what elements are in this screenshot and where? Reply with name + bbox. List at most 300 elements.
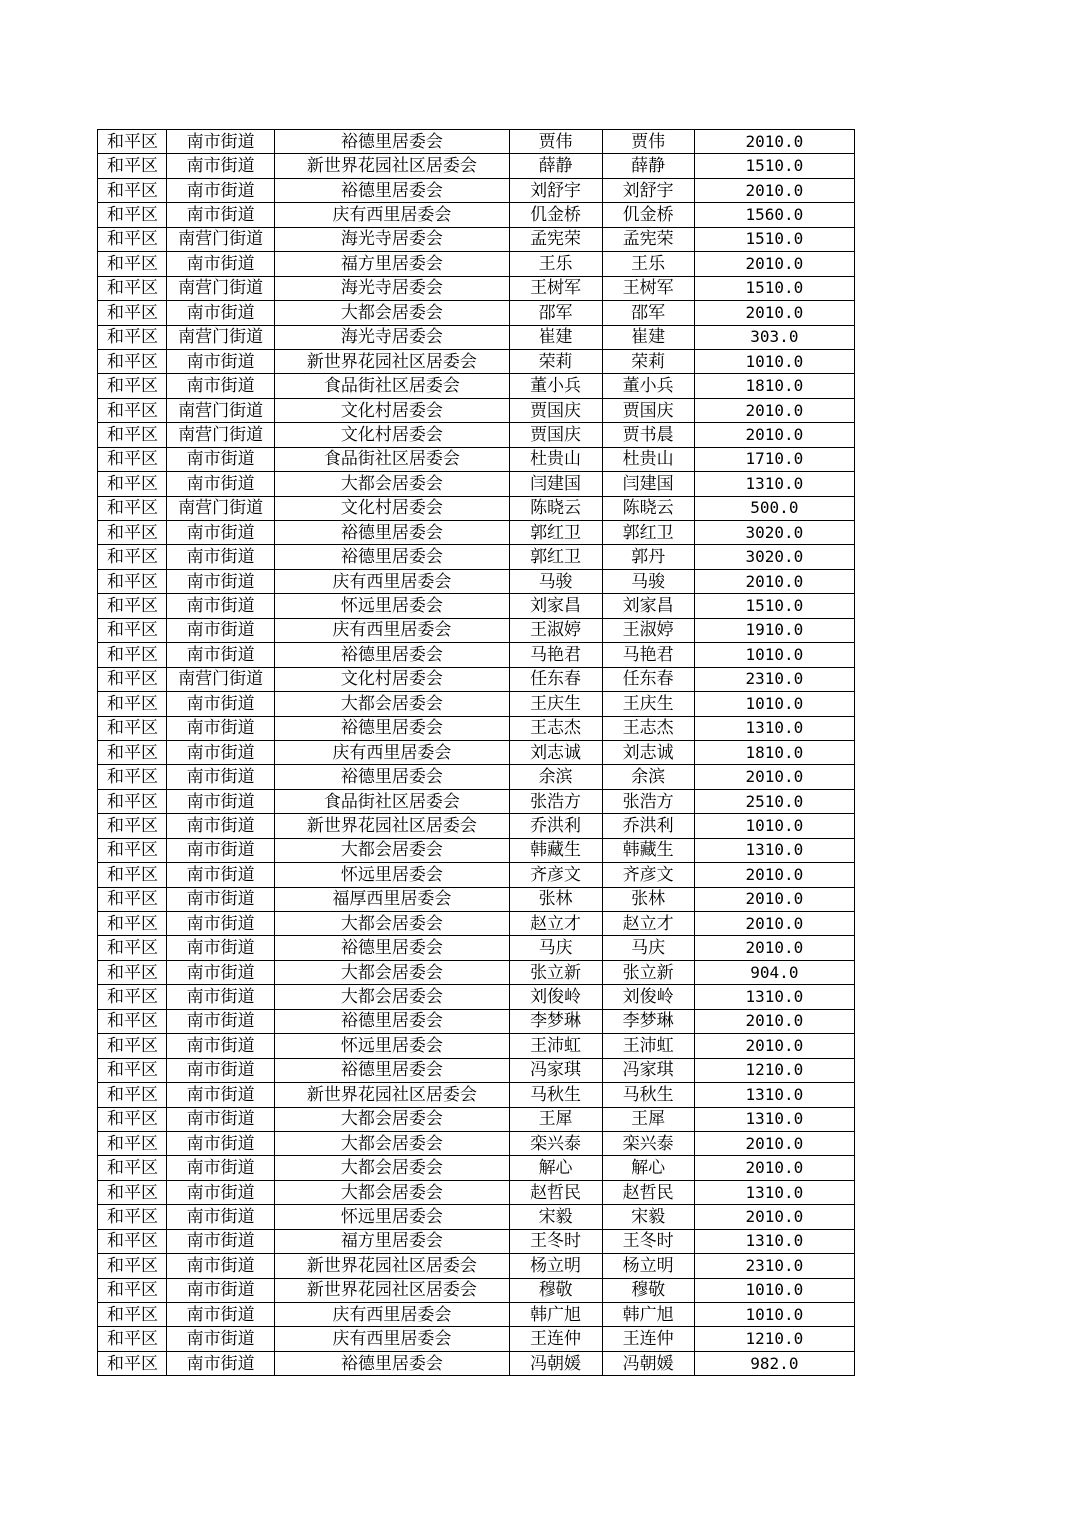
data-table xyxy=(97,129,855,1376)
amount-cell: 1210.0 xyxy=(694,1327,854,1351)
committee-cell: 庆有西里居委会 xyxy=(275,618,509,642)
table-row xyxy=(98,1058,855,1082)
committee-cell: 大都会居委会 xyxy=(275,1156,509,1180)
district-cell: 和平区 xyxy=(98,814,167,838)
street-cell: 南市街道 xyxy=(167,1083,275,1107)
street-cell: 南市街道 xyxy=(167,1303,275,1327)
district-cell: 和平区 xyxy=(98,545,167,569)
committee-cell: 食品街社区居委会 xyxy=(275,374,509,398)
committee-cell: 大都会居委会 xyxy=(275,912,509,936)
district-cell: 和平区 xyxy=(98,154,167,178)
table-row xyxy=(98,1205,855,1229)
street-cell: 南市街道 xyxy=(167,569,275,593)
street-cell: 南市街道 xyxy=(167,1034,275,1058)
member-cell: 郭红卫 xyxy=(602,521,694,545)
member-cell: 解心 xyxy=(602,1156,694,1180)
table-row xyxy=(98,130,855,154)
member-cell: 杨立明 xyxy=(602,1254,694,1278)
street-cell: 南市街道 xyxy=(167,594,275,618)
amount-cell: 3020.0 xyxy=(694,545,854,569)
district-cell: 和平区 xyxy=(98,130,167,154)
street-cell: 南市街道 xyxy=(167,1278,275,1302)
applicant-cell: 杜贵山 xyxy=(509,447,602,471)
member-cell: 仉金桥 xyxy=(602,203,694,227)
applicant-cell: 邵军 xyxy=(509,301,602,325)
member-cell: 赵哲民 xyxy=(602,1180,694,1204)
applicant-cell: 张立新 xyxy=(509,960,602,984)
table-row xyxy=(98,1107,855,1131)
street-cell: 南市街道 xyxy=(167,1254,275,1278)
member-cell: 栾兴泰 xyxy=(602,1131,694,1155)
applicant-cell: 郭红卫 xyxy=(509,545,602,569)
amount-cell: 2010.0 xyxy=(694,912,854,936)
district-cell: 和平区 xyxy=(98,1034,167,1058)
member-cell: 张林 xyxy=(602,887,694,911)
applicant-cell: 穆敬 xyxy=(509,1278,602,1302)
district-cell: 和平区 xyxy=(98,1131,167,1155)
member-cell: 冯朝媛 xyxy=(602,1351,694,1375)
member-cell: 马庆 xyxy=(602,936,694,960)
amount-cell: 2010.0 xyxy=(694,423,854,447)
street-cell: 南市街道 xyxy=(167,252,275,276)
table-row xyxy=(98,423,855,447)
committee-cell: 新世界花园社区居委会 xyxy=(275,1278,509,1302)
member-cell: 王庆生 xyxy=(602,692,694,716)
applicant-cell: 闫建国 xyxy=(509,472,602,496)
committee-cell: 裕德里居委会 xyxy=(275,1351,509,1375)
table-row xyxy=(98,1303,855,1327)
member-cell: 赵立才 xyxy=(602,912,694,936)
committee-cell: 庆有西里居委会 xyxy=(275,203,509,227)
district-cell: 和平区 xyxy=(98,936,167,960)
district-cell: 和平区 xyxy=(98,789,167,813)
member-cell: 崔建 xyxy=(602,325,694,349)
district-cell: 和平区 xyxy=(98,594,167,618)
applicant-cell: 宋毅 xyxy=(509,1205,602,1229)
district-cell: 和平区 xyxy=(98,643,167,667)
street-cell: 南市街道 xyxy=(167,1058,275,1082)
member-cell: 闫建国 xyxy=(602,472,694,496)
district-cell: 和平区 xyxy=(98,276,167,300)
district-cell: 和平区 xyxy=(98,496,167,520)
district-cell: 和平区 xyxy=(98,178,167,202)
applicant-cell: 贾国庆 xyxy=(509,423,602,447)
member-cell: 王犀 xyxy=(602,1107,694,1131)
table-row xyxy=(98,643,855,667)
committee-cell: 怀远里居委会 xyxy=(275,594,509,618)
applicant-cell: 韩藏生 xyxy=(509,838,602,862)
member-cell: 王连仲 xyxy=(602,1327,694,1351)
member-cell: 刘志诚 xyxy=(602,740,694,764)
table-row xyxy=(98,447,855,471)
street-cell: 南市街道 xyxy=(167,936,275,960)
member-cell: 王淑婷 xyxy=(602,618,694,642)
street-cell: 南市街道 xyxy=(167,1205,275,1229)
applicant-cell: 陈晓云 xyxy=(509,496,602,520)
district-cell: 和平区 xyxy=(98,203,167,227)
committee-cell: 新世界花园社区居委会 xyxy=(275,154,509,178)
applicant-cell: 余滨 xyxy=(509,765,602,789)
table-row xyxy=(98,569,855,593)
district-cell: 和平区 xyxy=(98,1278,167,1302)
table-row xyxy=(98,349,855,373)
table-row xyxy=(98,1034,855,1058)
committee-cell: 新世界花园社区居委会 xyxy=(275,814,509,838)
table-row xyxy=(98,1327,855,1351)
committee-cell: 文化村居委会 xyxy=(275,423,509,447)
street-cell: 南市街道 xyxy=(167,887,275,911)
applicant-cell: 赵哲民 xyxy=(509,1180,602,1204)
applicant-cell: 董小兵 xyxy=(509,374,602,398)
amount-cell: 303.0 xyxy=(694,325,854,349)
table-row xyxy=(98,936,855,960)
applicant-cell: 王志杰 xyxy=(509,716,602,740)
table-row xyxy=(98,1083,855,1107)
amount-cell: 1510.0 xyxy=(694,227,854,251)
applicant-cell: 孟宪荣 xyxy=(509,227,602,251)
member-cell: 孟宪荣 xyxy=(602,227,694,251)
applicant-cell: 刘志诚 xyxy=(509,740,602,764)
committee-cell: 食品街社区居委会 xyxy=(275,447,509,471)
table-row xyxy=(98,1131,855,1155)
table-row xyxy=(98,1229,855,1253)
member-cell: 陈晓云 xyxy=(602,496,694,520)
street-cell: 南市街道 xyxy=(167,618,275,642)
district-cell: 和平区 xyxy=(98,667,167,691)
member-cell: 荣莉 xyxy=(602,349,694,373)
street-cell: 南市街道 xyxy=(167,154,275,178)
street-cell: 南市街道 xyxy=(167,985,275,1009)
amount-cell: 904.0 xyxy=(694,960,854,984)
applicant-cell: 张林 xyxy=(509,887,602,911)
applicant-cell: 马秋生 xyxy=(509,1083,602,1107)
amount-cell: 1310.0 xyxy=(694,838,854,862)
district-cell: 和平区 xyxy=(98,912,167,936)
member-cell: 韩广旭 xyxy=(602,1303,694,1327)
table-row xyxy=(98,154,855,178)
member-cell: 刘俊岭 xyxy=(602,985,694,1009)
applicant-cell: 李梦琳 xyxy=(509,1009,602,1033)
member-cell: 冯家琪 xyxy=(602,1058,694,1082)
district-cell: 和平区 xyxy=(98,985,167,1009)
amount-cell: 1310.0 xyxy=(694,716,854,740)
district-cell: 和平区 xyxy=(98,252,167,276)
applicant-cell: 马庆 xyxy=(509,936,602,960)
street-cell: 南市街道 xyxy=(167,1229,275,1253)
amount-cell: 1010.0 xyxy=(694,643,854,667)
committee-cell: 大都会居委会 xyxy=(275,985,509,1009)
district-cell: 和平区 xyxy=(98,349,167,373)
applicant-cell: 张浩方 xyxy=(509,789,602,813)
amount-cell: 3020.0 xyxy=(694,521,854,545)
applicant-cell: 栾兴泰 xyxy=(509,1131,602,1155)
district-cell: 和平区 xyxy=(98,1083,167,1107)
committee-cell: 裕德里居委会 xyxy=(275,1058,509,1082)
member-cell: 贾书晨 xyxy=(602,423,694,447)
amount-cell: 2510.0 xyxy=(694,789,854,813)
member-cell: 邵军 xyxy=(602,301,694,325)
amount-cell: 1010.0 xyxy=(694,349,854,373)
amount-cell: 2010.0 xyxy=(694,936,854,960)
district-cell: 和平区 xyxy=(98,447,167,471)
member-cell: 张浩方 xyxy=(602,789,694,813)
member-cell: 刘家昌 xyxy=(602,594,694,618)
street-cell: 南市街道 xyxy=(167,960,275,984)
district-cell: 和平区 xyxy=(98,716,167,740)
member-cell: 余滨 xyxy=(602,765,694,789)
committee-cell: 海光寺居委会 xyxy=(275,325,509,349)
street-cell: 南市街道 xyxy=(167,814,275,838)
committee-cell: 大都会居委会 xyxy=(275,1131,509,1155)
district-cell: 和平区 xyxy=(98,692,167,716)
district-cell: 和平区 xyxy=(98,521,167,545)
table-row xyxy=(98,887,855,911)
member-cell: 张立新 xyxy=(602,960,694,984)
amount-cell: 2010.0 xyxy=(694,301,854,325)
district-cell: 和平区 xyxy=(98,1009,167,1033)
district-cell: 和平区 xyxy=(98,423,167,447)
committee-cell: 裕德里居委会 xyxy=(275,545,509,569)
table-row xyxy=(98,863,855,887)
table-row xyxy=(98,301,855,325)
applicant-cell: 杨立明 xyxy=(509,1254,602,1278)
district-cell: 和平区 xyxy=(98,227,167,251)
applicant-cell: 贾伟 xyxy=(509,130,602,154)
applicant-cell: 任东春 xyxy=(509,667,602,691)
amount-cell: 1810.0 xyxy=(694,374,854,398)
street-cell: 南营门街道 xyxy=(167,227,275,251)
street-cell: 南市街道 xyxy=(167,301,275,325)
applicant-cell: 韩广旭 xyxy=(509,1303,602,1327)
table-row xyxy=(98,178,855,202)
committee-cell: 大都会居委会 xyxy=(275,1107,509,1131)
amount-cell: 2010.0 xyxy=(694,1156,854,1180)
member-cell: 刘舒宇 xyxy=(602,178,694,202)
table-row xyxy=(98,594,855,618)
member-cell: 贾伟 xyxy=(602,130,694,154)
amount-cell: 500.0 xyxy=(694,496,854,520)
amount-cell: 2010.0 xyxy=(694,863,854,887)
committee-cell: 大都会居委会 xyxy=(275,301,509,325)
street-cell: 南市街道 xyxy=(167,912,275,936)
amount-cell: 2310.0 xyxy=(694,1254,854,1278)
street-cell: 南市街道 xyxy=(167,716,275,740)
table-row xyxy=(98,838,855,862)
street-cell: 南市街道 xyxy=(167,130,275,154)
amount-cell: 1510.0 xyxy=(694,154,854,178)
street-cell: 南市街道 xyxy=(167,643,275,667)
table-row xyxy=(98,1156,855,1180)
amount-cell: 2010.0 xyxy=(694,887,854,911)
amount-cell: 2010.0 xyxy=(694,569,854,593)
amount-cell: 1810.0 xyxy=(694,740,854,764)
street-cell: 南市街道 xyxy=(167,740,275,764)
applicant-cell: 王树军 xyxy=(509,276,602,300)
member-cell: 董小兵 xyxy=(602,374,694,398)
applicant-cell: 王沛虹 xyxy=(509,1034,602,1058)
member-cell: 贾国庆 xyxy=(602,398,694,422)
district-cell: 和平区 xyxy=(98,1107,167,1131)
amount-cell: 1310.0 xyxy=(694,472,854,496)
committee-cell: 新世界花园社区居委会 xyxy=(275,1083,509,1107)
applicant-cell: 崔建 xyxy=(509,325,602,349)
committee-cell: 裕德里居委会 xyxy=(275,130,509,154)
table-body xyxy=(98,130,855,1376)
amount-cell: 2010.0 xyxy=(694,252,854,276)
committee-cell: 庆有西里居委会 xyxy=(275,1303,509,1327)
amount-cell: 2010.0 xyxy=(694,765,854,789)
district-cell: 和平区 xyxy=(98,1327,167,1351)
district-cell: 和平区 xyxy=(98,1180,167,1204)
table-row xyxy=(98,545,855,569)
street-cell: 南市街道 xyxy=(167,789,275,813)
district-cell: 和平区 xyxy=(98,838,167,862)
amount-cell: 2010.0 xyxy=(694,1205,854,1229)
amount-cell: 1310.0 xyxy=(694,985,854,1009)
applicant-cell: 薛静 xyxy=(509,154,602,178)
committee-cell: 福方里居委会 xyxy=(275,1229,509,1253)
district-cell: 和平区 xyxy=(98,1058,167,1082)
district-cell: 和平区 xyxy=(98,1229,167,1253)
table-row xyxy=(98,814,855,838)
applicant-cell: 王冬时 xyxy=(509,1229,602,1253)
street-cell: 南市街道 xyxy=(167,178,275,202)
member-cell: 薛静 xyxy=(602,154,694,178)
table-row xyxy=(98,692,855,716)
amount-cell: 1010.0 xyxy=(694,1278,854,1302)
committee-cell: 大都会居委会 xyxy=(275,1180,509,1204)
street-cell: 南市街道 xyxy=(167,472,275,496)
table-row xyxy=(98,667,855,691)
amount-cell: 1010.0 xyxy=(694,1303,854,1327)
district-cell: 和平区 xyxy=(98,740,167,764)
street-cell: 南市街道 xyxy=(167,447,275,471)
committee-cell: 裕德里居委会 xyxy=(275,1009,509,1033)
table-row xyxy=(98,227,855,251)
amount-cell: 2010.0 xyxy=(694,1034,854,1058)
street-cell: 南营门街道 xyxy=(167,667,275,691)
street-cell: 南营门街道 xyxy=(167,496,275,520)
street-cell: 南市街道 xyxy=(167,203,275,227)
amount-cell: 1010.0 xyxy=(694,692,854,716)
amount-cell: 2010.0 xyxy=(694,398,854,422)
committee-cell: 裕德里居委会 xyxy=(275,765,509,789)
district-cell: 和平区 xyxy=(98,472,167,496)
table-row xyxy=(98,960,855,984)
table-row xyxy=(98,252,855,276)
street-cell: 南市街道 xyxy=(167,1327,275,1351)
street-cell: 南市街道 xyxy=(167,1180,275,1204)
applicant-cell: 刘家昌 xyxy=(509,594,602,618)
street-cell: 南市街道 xyxy=(167,545,275,569)
amount-cell: 1310.0 xyxy=(694,1180,854,1204)
member-cell: 郭丹 xyxy=(602,545,694,569)
amount-cell: 1710.0 xyxy=(694,447,854,471)
street-cell: 南市街道 xyxy=(167,1107,275,1131)
applicant-cell: 王乐 xyxy=(509,252,602,276)
member-cell: 乔洪利 xyxy=(602,814,694,838)
table-row xyxy=(98,374,855,398)
amount-cell: 1210.0 xyxy=(694,1058,854,1082)
committee-cell: 大都会居委会 xyxy=(275,472,509,496)
amount-cell: 1310.0 xyxy=(694,1083,854,1107)
street-cell: 南营门街道 xyxy=(167,398,275,422)
committee-cell: 裕德里居委会 xyxy=(275,178,509,202)
table-row xyxy=(98,912,855,936)
district-cell: 和平区 xyxy=(98,374,167,398)
street-cell: 南市街道 xyxy=(167,349,275,373)
member-cell: 王沛虹 xyxy=(602,1034,694,1058)
committee-cell: 庆有西里居委会 xyxy=(275,569,509,593)
amount-cell: 1510.0 xyxy=(694,276,854,300)
district-cell: 和平区 xyxy=(98,1254,167,1278)
applicant-cell: 齐彦文 xyxy=(509,863,602,887)
street-cell: 南营门街道 xyxy=(167,276,275,300)
table-row xyxy=(98,740,855,764)
street-cell: 南市街道 xyxy=(167,692,275,716)
street-cell: 南市街道 xyxy=(167,838,275,862)
district-cell: 和平区 xyxy=(98,1303,167,1327)
applicant-cell: 刘俊岭 xyxy=(509,985,602,1009)
district-cell: 和平区 xyxy=(98,887,167,911)
applicant-cell: 仉金桥 xyxy=(509,203,602,227)
street-cell: 南营门街道 xyxy=(167,325,275,349)
amount-cell: 1510.0 xyxy=(694,594,854,618)
table-row xyxy=(98,716,855,740)
committee-cell: 新世界花园社区居委会 xyxy=(275,349,509,373)
amount-cell: 2310.0 xyxy=(694,667,854,691)
committee-cell: 福方里居委会 xyxy=(275,252,509,276)
applicant-cell: 王淑婷 xyxy=(509,618,602,642)
member-cell: 马艳君 xyxy=(602,643,694,667)
street-cell: 南市街道 xyxy=(167,863,275,887)
member-cell: 王树军 xyxy=(602,276,694,300)
table-row xyxy=(98,325,855,349)
table-row xyxy=(98,1351,855,1375)
table-row xyxy=(98,203,855,227)
table-row xyxy=(98,1278,855,1302)
district-cell: 和平区 xyxy=(98,1351,167,1375)
member-cell: 宋毅 xyxy=(602,1205,694,1229)
applicant-cell: 贾国庆 xyxy=(509,398,602,422)
amount-cell: 1910.0 xyxy=(694,618,854,642)
applicant-cell: 冯朝媛 xyxy=(509,1351,602,1375)
committee-cell: 大都会居委会 xyxy=(275,692,509,716)
committee-cell: 裕德里居委会 xyxy=(275,521,509,545)
district-cell: 和平区 xyxy=(98,1205,167,1229)
amount-cell: 2010.0 xyxy=(694,178,854,202)
member-cell: 马秋生 xyxy=(602,1083,694,1107)
committee-cell: 文化村居委会 xyxy=(275,398,509,422)
applicant-cell: 赵立才 xyxy=(509,912,602,936)
committee-cell: 福厚西里居委会 xyxy=(275,887,509,911)
applicant-cell: 刘舒宇 xyxy=(509,178,602,202)
table-row xyxy=(98,789,855,813)
table-row xyxy=(98,765,855,789)
amount-cell: 2010.0 xyxy=(694,1009,854,1033)
applicant-cell: 解心 xyxy=(509,1156,602,1180)
street-cell: 南市街道 xyxy=(167,1351,275,1375)
table-row xyxy=(98,1009,855,1033)
committee-cell: 大都会居委会 xyxy=(275,838,509,862)
committee-cell: 海光寺居委会 xyxy=(275,276,509,300)
committee-cell: 裕德里居委会 xyxy=(275,936,509,960)
table-row xyxy=(98,1180,855,1204)
amount-cell: 1310.0 xyxy=(694,1229,854,1253)
member-cell: 任东春 xyxy=(602,667,694,691)
street-cell: 南市街道 xyxy=(167,1156,275,1180)
member-cell: 穆敬 xyxy=(602,1278,694,1302)
